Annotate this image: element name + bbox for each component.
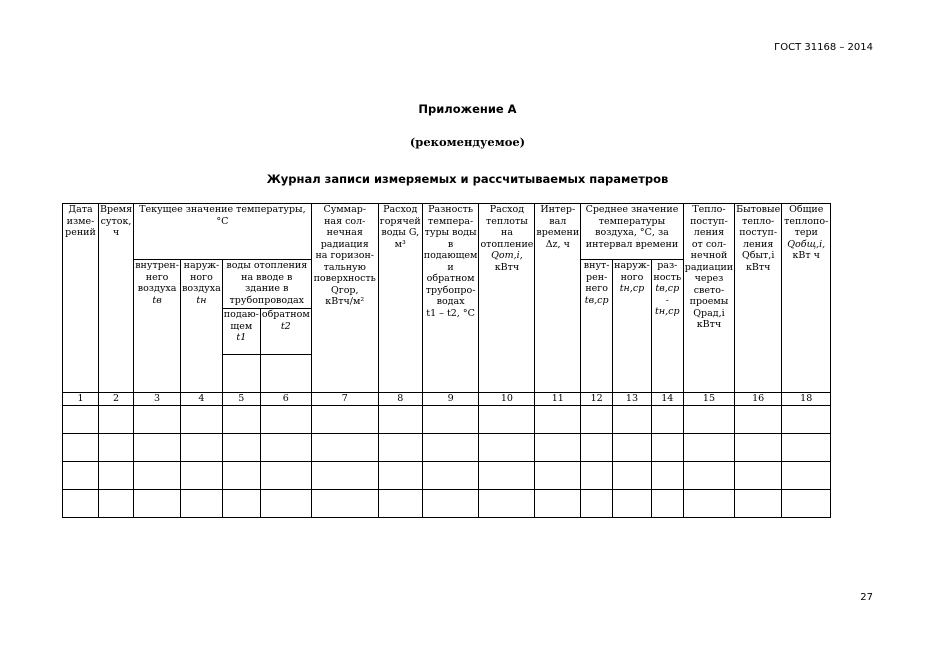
table-row [63, 490, 831, 518]
table-cell [683, 462, 734, 490]
table-cell [311, 490, 378, 518]
col-time-interval: Интер- вал времени Δz, ч [535, 204, 581, 393]
col-heat-consumption: Расход теплоты на отопление Qот,i, кВтч [479, 204, 535, 393]
table-cell [311, 406, 378, 434]
table-row [63, 434, 831, 462]
table-cell [782, 406, 831, 434]
column-number: 5 [222, 393, 260, 406]
table-cell [613, 490, 652, 518]
table-cell [222, 434, 260, 462]
column-number: 8 [378, 393, 422, 406]
table-cell [535, 462, 581, 490]
table-cell [99, 462, 134, 490]
col-avg-temp-difference: раз- ность tв,ср - tн,ср [651, 260, 683, 393]
col-solar-radiation: Суммар- ная сол- нечная радиация на горизон- тальную поверхность Qгор, кВтч/м² [311, 204, 378, 393]
table-cell [260, 406, 311, 434]
col-temperature-group: Текущее значение температуры, °С [134, 204, 312, 260]
column-number: 3 [134, 393, 181, 406]
table-cell [782, 490, 831, 518]
col-inside-air-temp: внутрен- него воздуха tв [134, 260, 181, 393]
table-cell [63, 406, 99, 434]
col-average-temperature-group: Среднее значение температуры воздуха, °С, за интервал времени [581, 204, 684, 260]
table-cell [581, 434, 613, 462]
table-cell [651, 490, 683, 518]
table-cell [422, 406, 479, 434]
table-cell [735, 406, 782, 434]
column-number: 6 [260, 393, 311, 406]
table-cell [311, 434, 378, 462]
table-cell [378, 406, 422, 434]
table-cell [222, 490, 260, 518]
table-cell [260, 434, 311, 462]
column-number: 1 [63, 393, 99, 406]
column-number: 18 [782, 393, 831, 406]
table-cell [63, 462, 99, 490]
table-cell [479, 434, 535, 462]
col-time: Время суток, ч [99, 204, 134, 393]
table-cell [378, 490, 422, 518]
table-cell [651, 462, 683, 490]
header-row-1 [63, 204, 831, 260]
col-total-heat-loss: Общие теплопо- тери Qобщ,i, кВт ч [782, 204, 831, 393]
table-cell [651, 406, 683, 434]
page-number: 27 [860, 592, 873, 603]
column-number: 9 [422, 393, 479, 406]
table-cell [181, 490, 223, 518]
table-row [63, 462, 831, 490]
appendix-subtitle: (рекомендуемое) [409, 135, 526, 149]
table-cell [683, 434, 734, 462]
table-cell [181, 434, 223, 462]
table-cell [479, 490, 535, 518]
col-temperature-difference: Разность темпера- туры воды в подающем и обратном трубопро- водах t1 – t2, °С [422, 204, 479, 393]
table-cell [99, 406, 134, 434]
table-cell [782, 434, 831, 462]
table-cell [613, 462, 652, 490]
parameters-journal-table [62, 203, 831, 518]
table-cell [181, 462, 223, 490]
table-cell [613, 434, 652, 462]
column-number: 13 [613, 393, 652, 406]
table-cell [651, 434, 683, 462]
table-cell [535, 406, 581, 434]
table-cell [581, 406, 613, 434]
table-cell [535, 490, 581, 518]
col-avg-inside-temp: внут- рен- него tв,ср [581, 260, 613, 393]
column-number: 15 [683, 393, 734, 406]
column-number: 16 [735, 393, 782, 406]
standard-number: ГОСТ 31168 – 2014 [774, 42, 873, 53]
column-number: 7 [311, 393, 378, 406]
table-cell [134, 490, 181, 518]
table-cell [222, 462, 260, 490]
table-cell [181, 406, 223, 434]
column-numbers-row [63, 393, 831, 406]
col-avg-outside-temp: наруж- ного tн,ср [613, 260, 652, 393]
table-cell [422, 462, 479, 490]
column-number: 10 [479, 393, 535, 406]
table-cell [479, 462, 535, 490]
col-solar-heat-gain: Тепло- поступ- ления от сол- нечной радиации через свето- проемы Qрад,i кВтч [683, 204, 734, 393]
table-cell [63, 490, 99, 518]
table-cell [222, 406, 260, 434]
column-number: 14 [651, 393, 683, 406]
table-cell [260, 462, 311, 490]
table-cell [99, 434, 134, 462]
empty-data-rows [63, 406, 831, 518]
col-date: Дата изме- рений [63, 204, 99, 393]
table-cell [134, 434, 181, 462]
table-cell [134, 462, 181, 490]
col-outside-air-temp: наруж- ного воздуха tн [181, 260, 223, 393]
table-cell [311, 462, 378, 490]
col-heating-water-group: воды отопления на вводе в здание в трубопроводах [222, 260, 311, 309]
table-caption: Журнал записи измеряемых и рассчитываемых параметров [266, 172, 669, 186]
table-cell [378, 434, 422, 462]
col-hot-water-flow: Расход горячей воды G, м³ [378, 204, 422, 393]
column-number: 2 [99, 393, 134, 406]
table-row [63, 406, 831, 434]
table-cell [782, 462, 831, 490]
table-cell [581, 490, 613, 518]
col-return-pipe: обратном t2 [260, 309, 311, 355]
table-cell [735, 490, 782, 518]
table-cell [422, 434, 479, 462]
table-cell [134, 406, 181, 434]
table-cell [479, 406, 535, 434]
table-cell [63, 434, 99, 462]
column-number: 12 [581, 393, 613, 406]
table-cell [535, 434, 581, 462]
col-supply-pipe: подаю- щем t1 [222, 309, 260, 355]
table-cell [581, 462, 613, 490]
col-household-heat-gain: Бытовые тепло- поступ- ления Qбыт,i кВтч [735, 204, 782, 393]
table-cell [683, 406, 734, 434]
table-cell [260, 490, 311, 518]
table-cell [735, 434, 782, 462]
table-cell [378, 462, 422, 490]
table-cell [683, 490, 734, 518]
table-cell [422, 490, 479, 518]
table-cell [613, 406, 652, 434]
column-number: 4 [181, 393, 223, 406]
table-cell [735, 462, 782, 490]
column-number: 11 [535, 393, 581, 406]
appendix-title: Приложение А [418, 102, 517, 116]
table-cell [99, 490, 134, 518]
